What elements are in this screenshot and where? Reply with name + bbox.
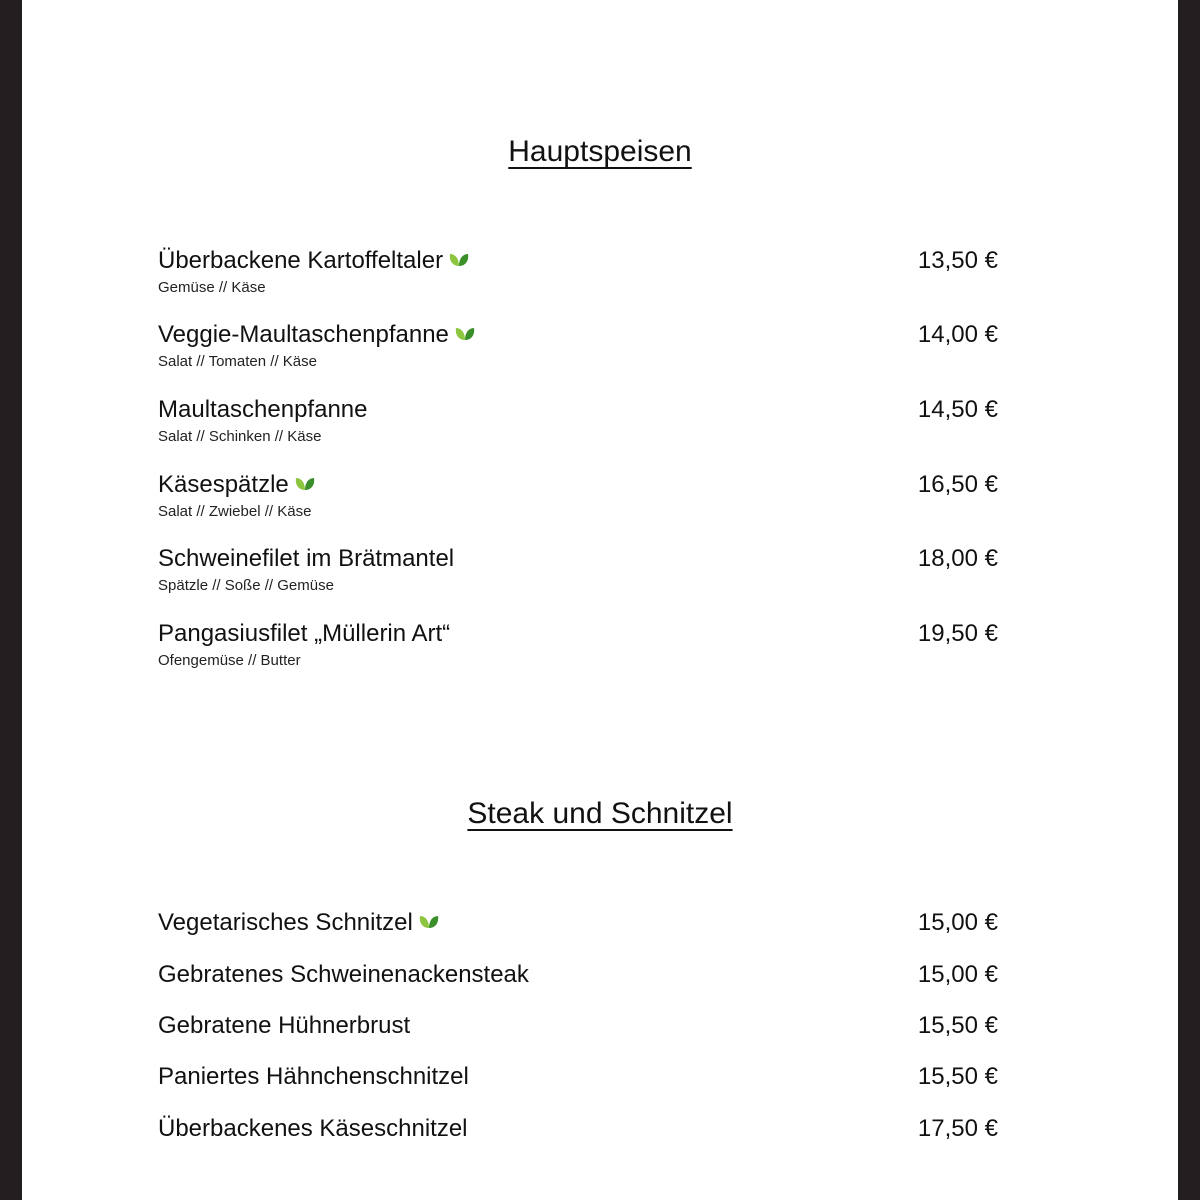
menu-item-name: Überbackenes Käseschnitzel <box>158 1115 468 1142</box>
menu-item-name: Vegetarisches Schnitzel <box>158 909 413 936</box>
section-title-steak-und-schnitzel: Steak und Schnitzel <box>467 797 733 830</box>
menu-item-price: 18,00 € <box>917 545 998 572</box>
menu-item-name: Überbackene Kartoffeltaler <box>158 247 444 274</box>
menu-item-name: Pangasiusfilet „Müllerin Art“ <box>158 620 451 647</box>
menu-item <box>158 544 998 604</box>
menu-item-price: 14,50 € <box>917 396 998 423</box>
menu-item <box>158 246 998 306</box>
menu-item-price: 15,00 € <box>917 909 998 936</box>
menu-item-name: Gebratenes Schweinenackensteak <box>158 961 529 988</box>
menu-item-description: Spätzle // Soße // Gemüse <box>158 577 334 594</box>
menu-item <box>158 1114 998 1174</box>
menu-item-description: Salat // Tomaten // Käse <box>158 353 317 370</box>
menu-item-description: Salat // Zwiebel // Käse <box>158 503 312 520</box>
menu-item-price: 14,00 € <box>917 321 998 348</box>
menu-item-price: 15,50 € <box>917 1012 998 1039</box>
menu-item-name: Maultaschenpfanne <box>158 396 368 423</box>
menu-item <box>158 1062 998 1122</box>
menu-item-description: Salat // Schinken // Käse <box>158 428 322 445</box>
menu-item-price: 17,50 € <box>917 1115 998 1142</box>
menu-item-description: Ofengemüse // Butter <box>158 652 301 669</box>
menu-item-name: Paniertes Hähnchenschnitzel <box>158 1063 469 1090</box>
menu-page <box>22 0 1178 1200</box>
leaf-icon <box>295 477 315 491</box>
menu-item <box>158 470 998 530</box>
menu-item-price: 15,50 € <box>917 1063 998 1090</box>
leaf-icon <box>449 253 469 267</box>
menu-item-name: Schweinefilet im Brätmantel <box>158 545 455 572</box>
menu-item-price: 19,50 € <box>917 620 998 647</box>
menu-item-name: Käsespätzle <box>158 471 289 498</box>
menu-item-name: Gebratene Hühnerbrust <box>158 1012 411 1039</box>
menu-item <box>158 619 998 679</box>
leaf-icon <box>455 327 475 341</box>
menu-item-description: Gemüse // Käse <box>158 279 266 296</box>
menu-item <box>158 908 998 968</box>
menu-item-price: 15,00 € <box>917 961 998 988</box>
menu-item-price: 16,50 € <box>917 471 998 498</box>
leaf-icon <box>419 915 439 929</box>
menu-item <box>158 395 998 455</box>
menu-item <box>158 320 998 380</box>
section-title-hauptspeisen: Hauptspeisen <box>508 135 692 168</box>
menu-item-name: Veggie-Maultaschenpfanne <box>158 321 449 348</box>
menu-item-price: 13,50 € <box>917 247 998 274</box>
